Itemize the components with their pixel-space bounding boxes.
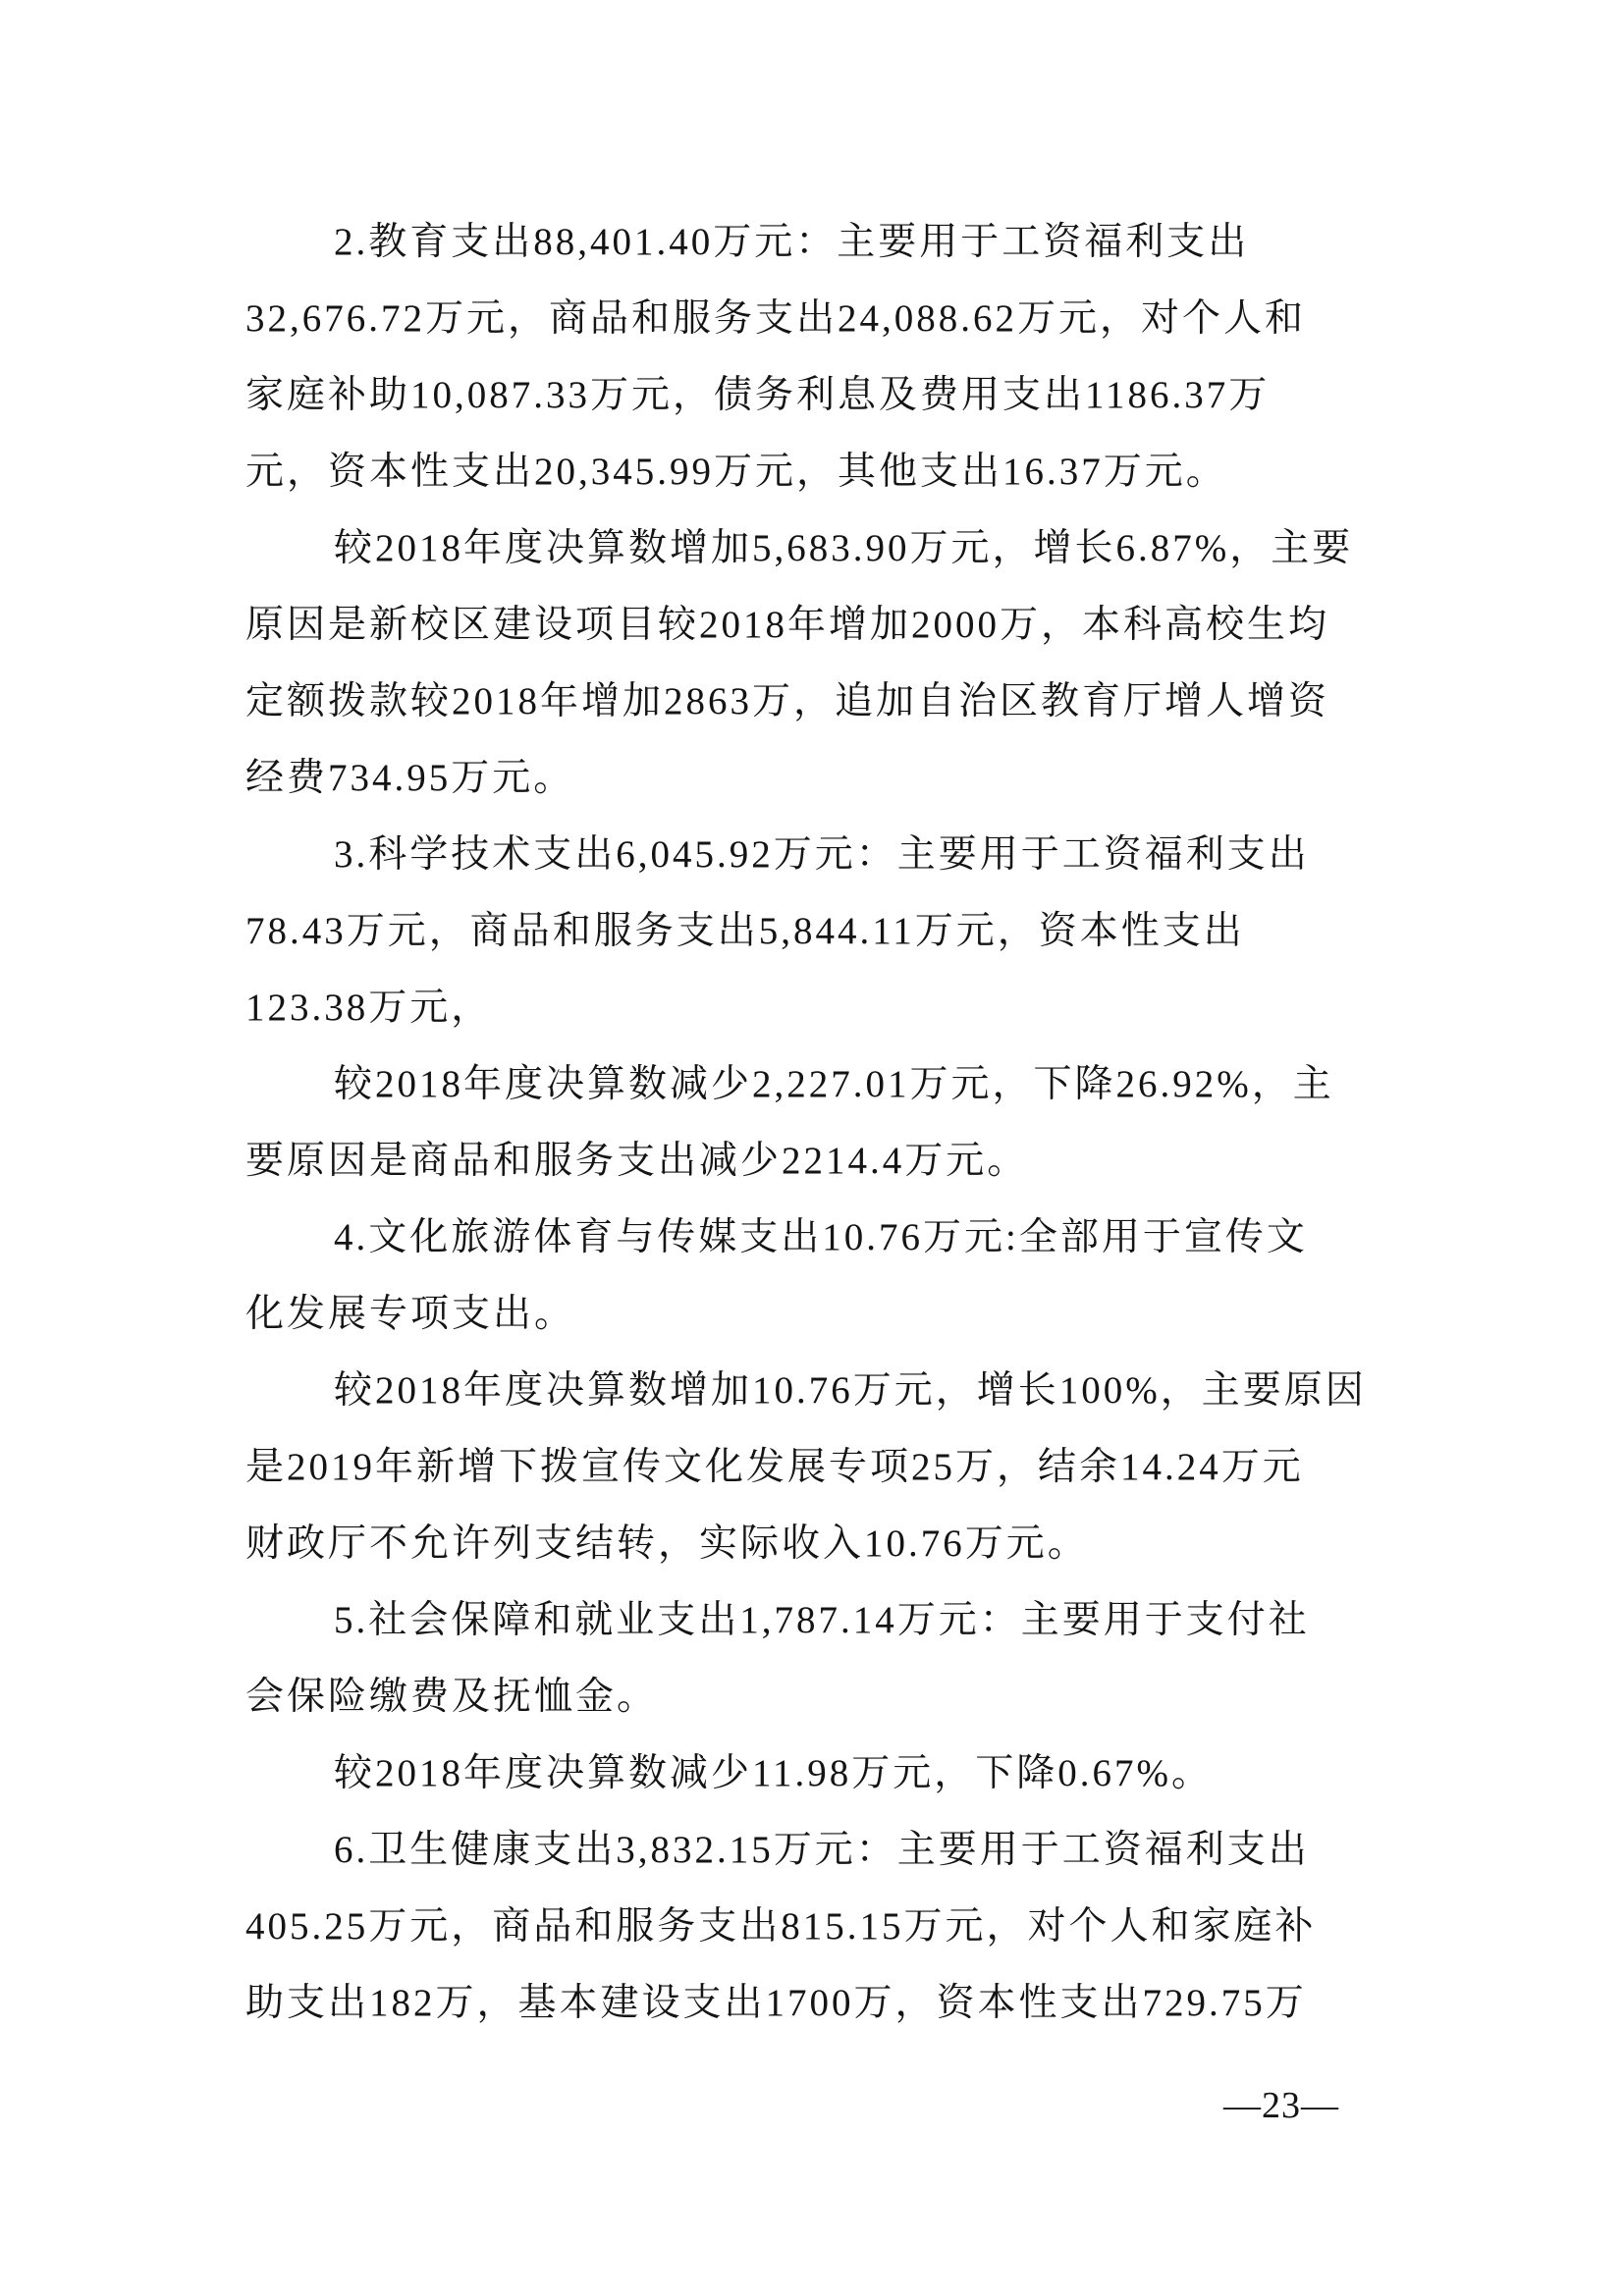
paragraph-culture-comparison (245, 1353, 1394, 1582)
text-line: 4.文化旅游体育与传媒支出10.76万元:全部用于宣传文 (334, 1216, 1308, 1258)
paragraph-social-security-comparison (245, 1735, 1394, 1812)
paragraph-education-expenditure (245, 204, 1394, 510)
text-line: 较2018年度决算数减少11.98万元，下降0.67%。 (334, 1752, 1214, 1794)
text-line: 较2018年度决算数增加10.76万元，增长100%，主要原因 (334, 1369, 1367, 1412)
paragraph-culture-expenditure (245, 1200, 1394, 1353)
text-line: 78.43万元，商品和服务支出5,844.11万元，资本性支出 (245, 910, 1245, 952)
text-line: 405.25万元，商品和服务支出815.15万元，对个人和家庭补 (245, 1905, 1317, 1948)
text-line: 原因是新校区建设项目较2018年增加2000万，本科高校生均 (245, 604, 1330, 646)
page-number: —23— (1223, 2085, 1339, 2126)
text-line: 家庭补助10,087.33万元，债务利息及费用支出1186.37万 (245, 374, 1271, 416)
text-line: 3.科学技术支出6,045.92万元：主要用于工资福利支出 (334, 833, 1310, 876)
text-line: 元，资本性支出20,345.99万元，其他支出16.37万元。 (245, 451, 1227, 493)
text-line: 经费734.95万元。 (245, 757, 575, 799)
text-line: 较2018年度决算数减少2,227.01万元，下降26.92%，主 (334, 1063, 1334, 1105)
paragraph-science-comparison (245, 1046, 1394, 1200)
text-line: 要原因是商品和服务支出减少2214.4万元。 (245, 1140, 1029, 1182)
paragraph-social-security-expenditure (245, 1582, 1394, 1735)
paragraph-education-comparison (245, 510, 1394, 817)
text-line: 化发展专项支出。 (245, 1293, 576, 1335)
text-line: 会保险缴费及抚恤金。 (245, 1676, 659, 1718)
text-line: 123.38万元， (245, 987, 493, 1029)
text-line: 6.卫生健康支出3,832.15万元：主要用于工资福利支出 (334, 1829, 1310, 1871)
document-body (245, 204, 1394, 2042)
text-line: 财政厅不允许列支结转，实际收入10.76万元。 (245, 1522, 1089, 1565)
text-line: 32,676.72万元，商品和服务支出24,088.62万元，对个人和 (245, 297, 1307, 340)
text-line: 是2019年新增下拨宣传文化发展专项25万，结余14.24万元 (245, 1446, 1304, 1488)
text-line: 2.教育支出88,401.40万元：主要用于工资福利支出 (334, 221, 1250, 263)
paragraph-science-expenditure (245, 817, 1394, 1046)
text-line: 5.社会保障和就业支出1,787.14万元：主要用于支付社 (334, 1599, 1310, 1641)
paragraph-health-expenditure (245, 1812, 1394, 2042)
text-line: 定额拨款较2018年增加2863万，追加自治区教育厅增人增资 (245, 680, 1330, 722)
text-line: 较2018年度决算数增加5,683.90万元，增长6.87%，主要 (334, 527, 1354, 569)
text-line: 助支出182万，基本建设支出1700万，资本性支出729.75万 (245, 1982, 1307, 2024)
